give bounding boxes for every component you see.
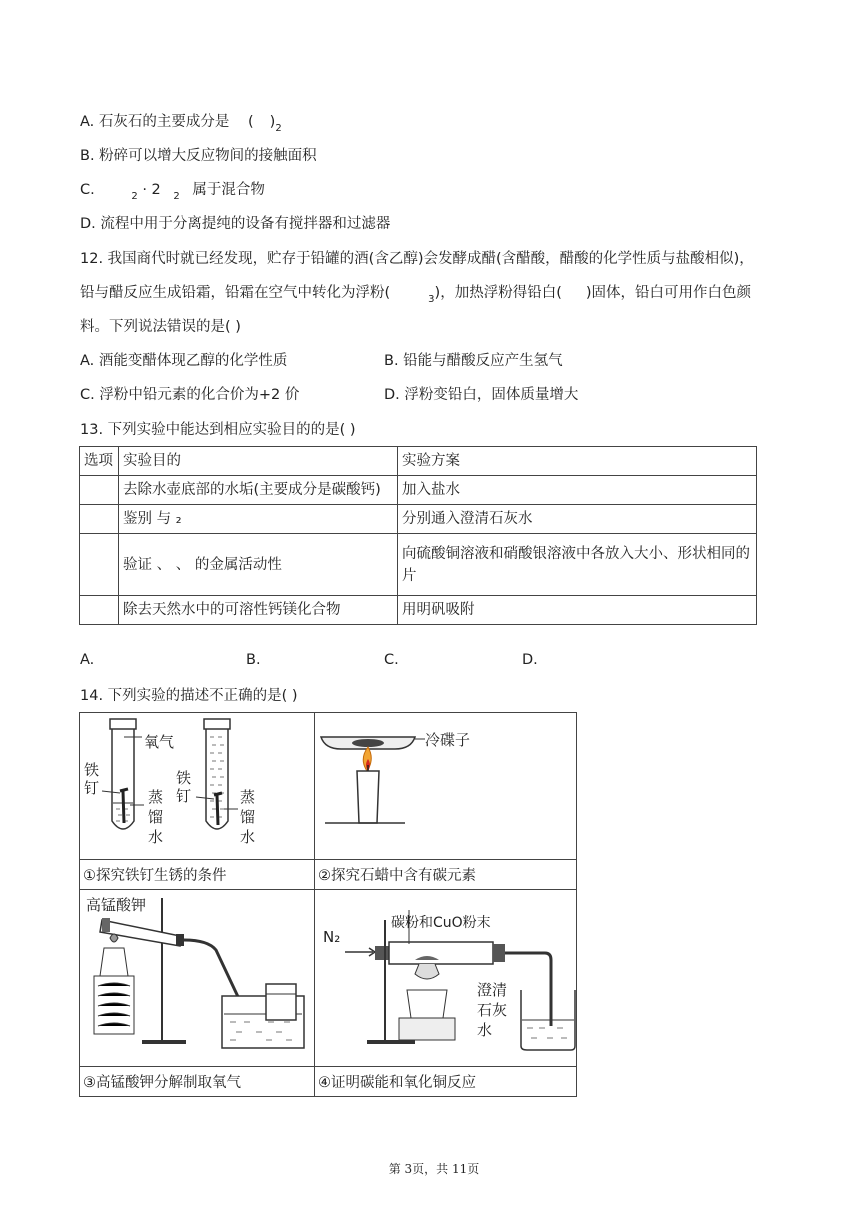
table-row — [80, 596, 757, 625]
water-label-2: 蒸 馏 水 — [240, 788, 256, 846]
table-row — [80, 476, 757, 505]
q11-option-c-mid: · 2 — [142, 182, 161, 198]
q12-stem-line2-b: )，加热浮粉得铅白( — [434, 285, 562, 301]
q12-stem-line2-sub: 3 — [428, 294, 435, 305]
q12-stem-line1: 12. 我国商代时就已经发现，贮存于铅罐的酒(含乙醇)会发酵成醋(含醋酸，醋酸的化学性质与盐酸相似)， — [80, 251, 754, 267]
header-option: 选项 — [80, 447, 119, 476]
q11-option-c-label: C. — [80, 182, 95, 198]
q14-caption-1: ①探究铁钉生锈的条件 — [80, 859, 314, 889]
q11-option-d: D. 流程中用于分离提纯的设备有搅拌器和过滤器 — [80, 216, 391, 232]
q12-stem-line2 — [80, 283, 751, 305]
q12-option-a: A. 酒能变醋体现乙醇的化学性质 — [80, 353, 288, 369]
q11-option-a-subscript: 2 — [275, 123, 282, 134]
row-plan: 加入盐水 — [398, 476, 757, 505]
nail-label-1: 铁 钉 — [84, 761, 100, 797]
n2-label: N₂ — [323, 928, 341, 946]
q11-option-c — [80, 180, 265, 202]
row-goal: 去除水壶底部的水垢(主要成分是碳酸钙) — [119, 476, 398, 505]
q11-option-a — [80, 112, 282, 134]
q11-option-c-sub2: 2 — [173, 191, 180, 202]
row-option — [80, 534, 119, 596]
q12-option-c: C. 浮粉中铅元素的化合价为+2 价 — [80, 387, 300, 403]
rusting-test-tubes-diagram — [80, 713, 314, 859]
limewater-label: 澄清 石灰 水 — [477, 981, 508, 1039]
q14-caption-4: ④证明碳能和氧化铜反应 — [315, 1066, 576, 1096]
row-plan: 分别通入澄清石灰水 — [398, 505, 757, 534]
water-label-1: 蒸 馏 水 — [148, 788, 164, 846]
kmno4-label: 高锰酸钾 — [86, 896, 147, 914]
cold-plate-label: 冷碟子 — [425, 731, 471, 749]
q13-option-d: D. — [522, 652, 538, 668]
q12-stem-line2-c: )固体，铅白可用作白色颜 — [585, 285, 752, 301]
table-header-row — [80, 447, 757, 476]
table-row — [80, 505, 757, 534]
q13-option-c: C. — [384, 652, 399, 668]
powder-label: 碳粉和CuO粉末 — [391, 915, 491, 931]
q12-option-d: D. 浮粉变铅白，固体质量增大 — [384, 387, 579, 403]
row-goal: 除去天然水中的可溶性钙镁化合物 — [119, 596, 398, 625]
q11-option-c-sub1: 2 — [131, 191, 138, 202]
oxygen-label: 氧气 — [144, 733, 175, 751]
q14-cell-3 — [79, 889, 315, 1097]
q11-option-b: B. 粉碎可以增大反应物间的接触面积 — [80, 148, 317, 164]
header-goal: 实验目的 — [119, 447, 398, 476]
q13-option-b: B. — [246, 652, 261, 668]
q11-option-a-paren: ( — [248, 114, 254, 130]
q12-stem-line3: 料。下列说法错误的是( ) — [80, 319, 241, 335]
q14-cell-1 — [79, 712, 315, 890]
table-row — [80, 534, 757, 596]
row-plan: 向硫酸铜溶液和硝酸银溶液中各放入大小、形状相同的 片 — [398, 534, 757, 596]
q13-table — [79, 446, 757, 625]
q14-stem: 14. 下列实验的描述不正确的是( ) — [80, 688, 298, 704]
q13-stem: 13. 下列实验中能达到相应实验目的的是( ) — [80, 422, 356, 438]
row-option — [80, 476, 119, 505]
row-option — [80, 505, 119, 534]
row-option — [80, 596, 119, 625]
q13-option-a: A. — [80, 652, 95, 668]
row-goal: 验证 、 、 的金属活动性 — [119, 534, 398, 596]
q14-cell-4 — [314, 889, 577, 1097]
q12-option-b: B. 铅能与醋酸反应产生氢气 — [384, 353, 563, 369]
row-goal: 鉴别 与 ₂ — [119, 505, 398, 534]
row-plan: 用明矾吸附 — [398, 596, 757, 625]
nail-label-2: 铁 钉 — [176, 769, 192, 805]
q11-option-a-text: A. 石灰石的主要成分是 — [80, 114, 230, 130]
q14-caption-3: ③高锰酸钾分解制取氧气 — [80, 1066, 314, 1096]
q14-figure-grid — [79, 712, 577, 1097]
q11-option-c-suffix: 属于混合物 — [192, 182, 265, 198]
oxygen-preparation-diagram — [80, 890, 314, 1066]
q12-stem-line2-a: 铅与醋反应生成铅霜，铅霜在空气中转化为浮粉( — [80, 285, 391, 301]
q14-caption-2: ②探究石蜡中含有碳元素 — [315, 859, 576, 889]
q11-option-a-paren-close: ) — [269, 114, 276, 130]
page-footer: 第 3页，共 11页 — [388, 1162, 480, 1176]
header-plan: 实验方案 — [398, 447, 757, 476]
q14-cell-2 — [314, 712, 577, 890]
